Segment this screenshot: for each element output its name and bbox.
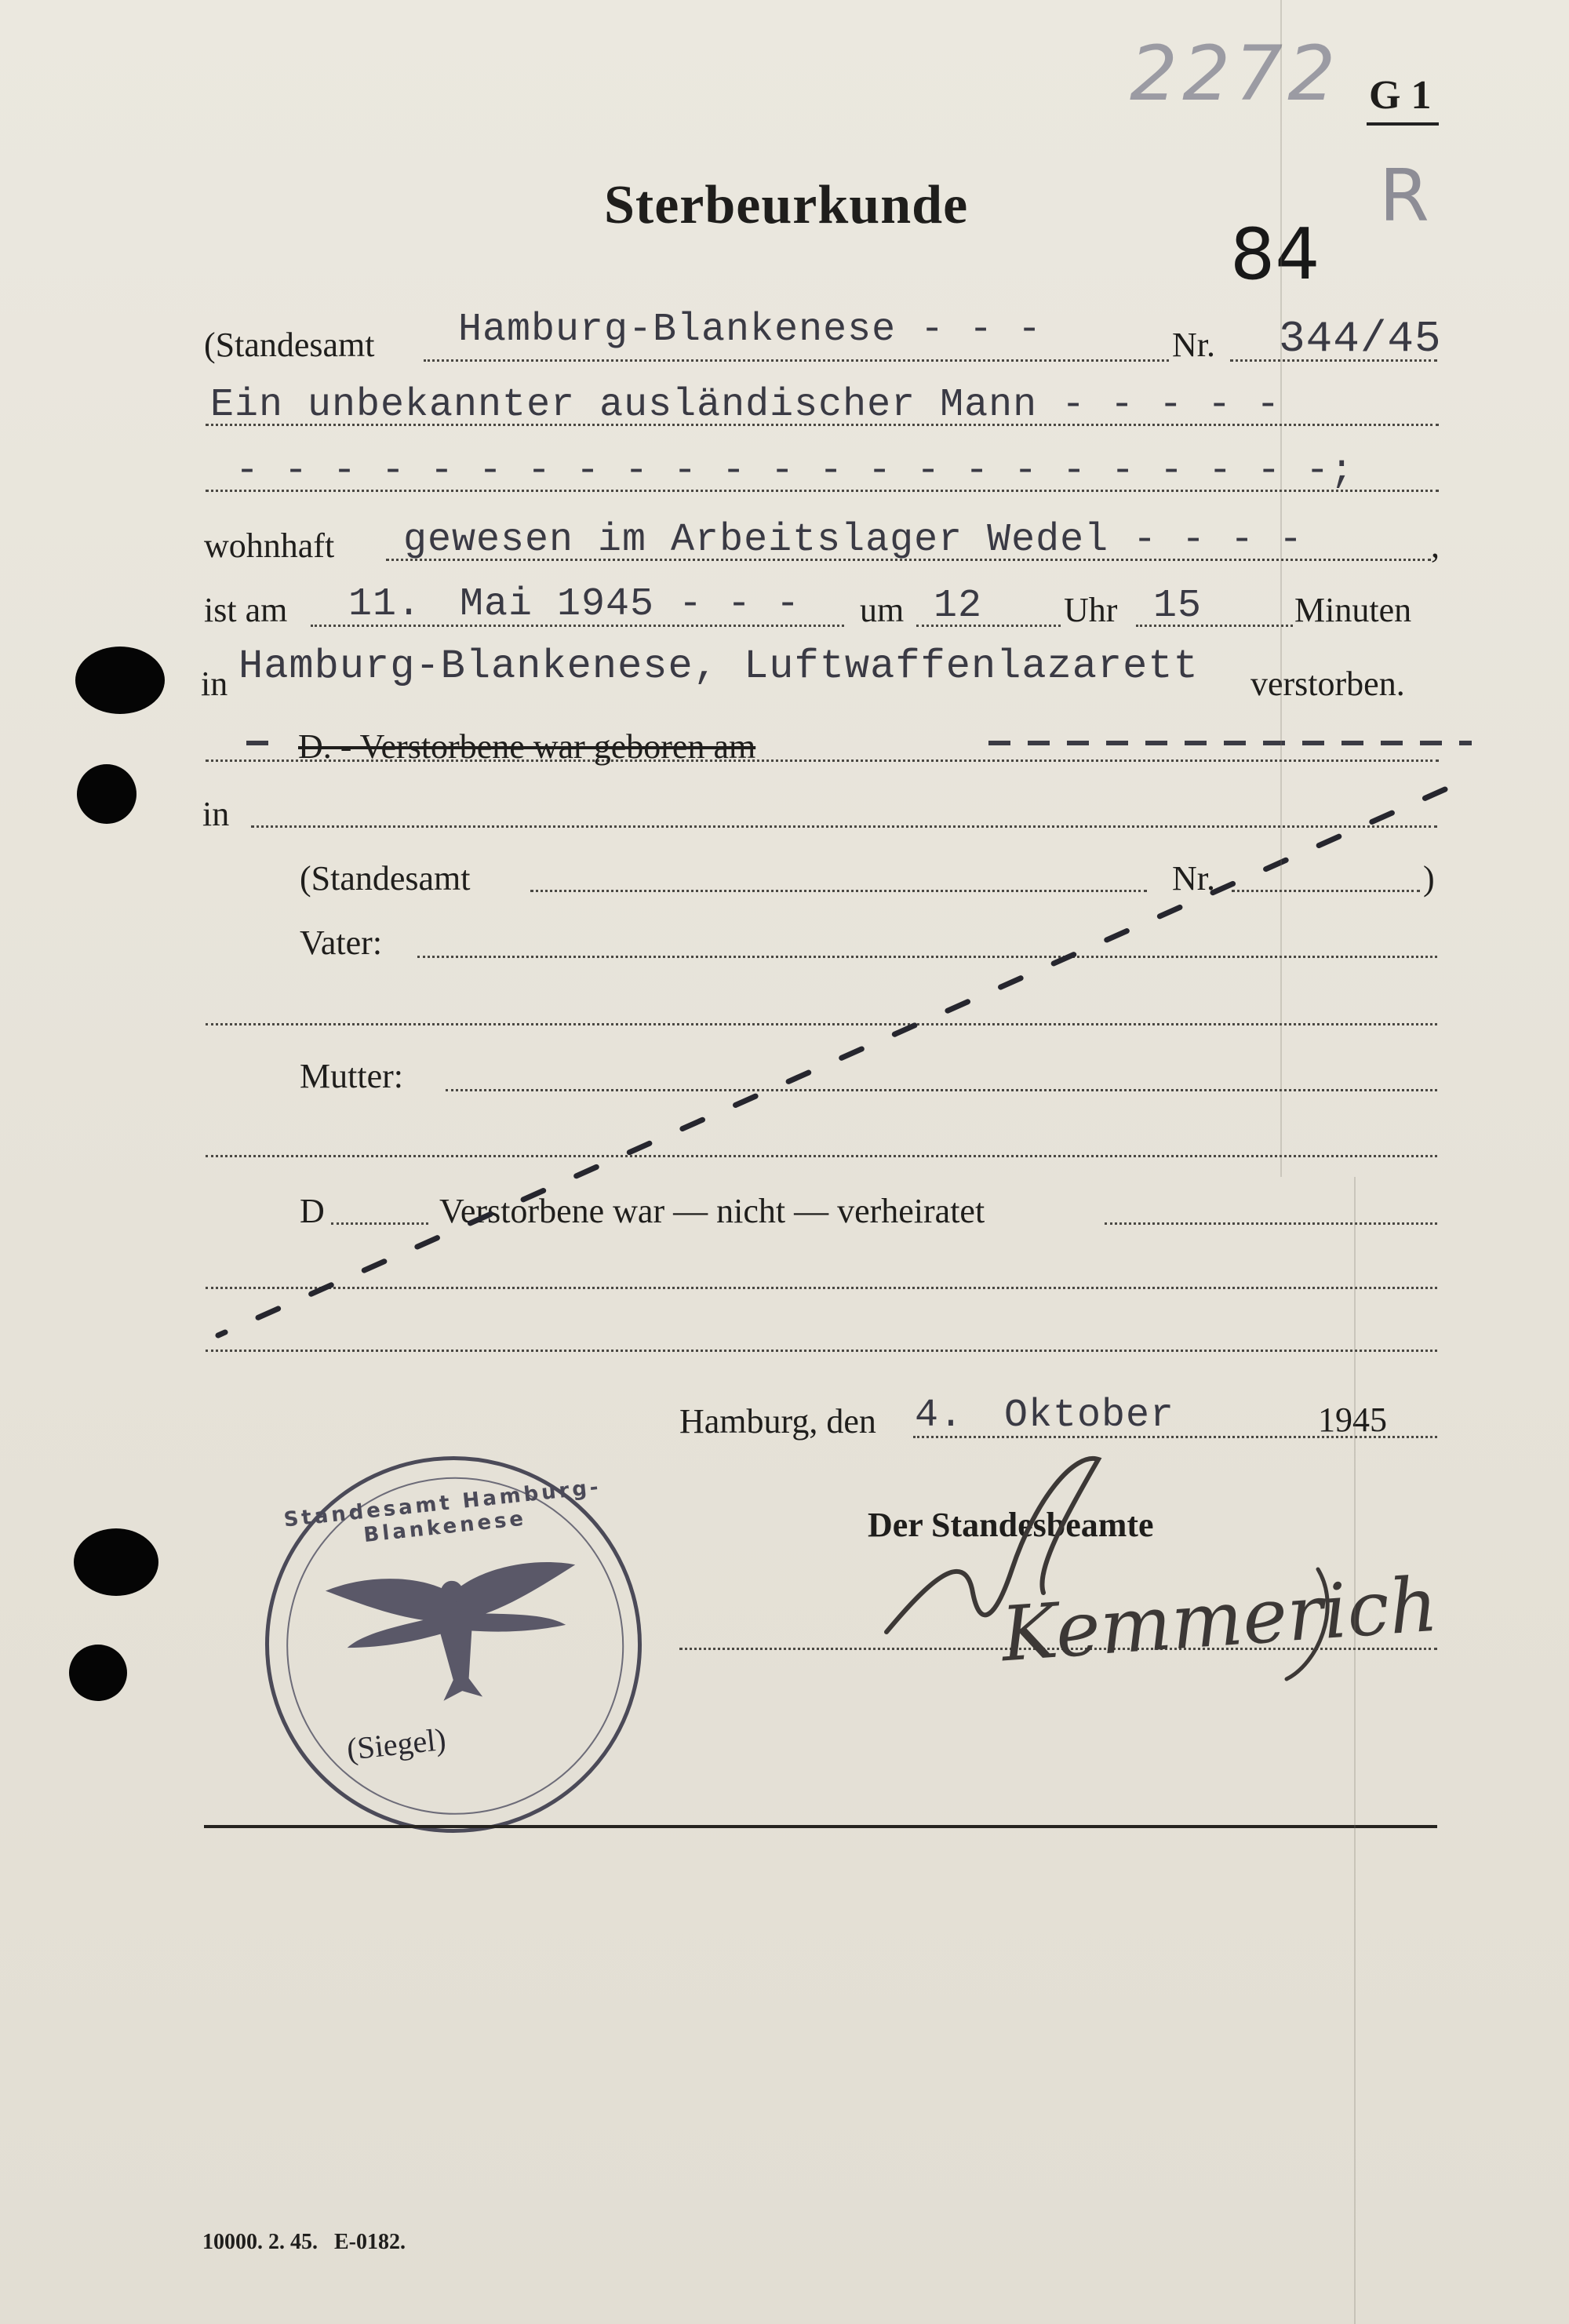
footer-print-code: 10000. 2. 45. E-0182.: [202, 2230, 406, 2254]
cancellation-diagonal: [204, 777, 1459, 1357]
place-prefix: in: [201, 665, 228, 703]
signature-strokes: [879, 1428, 1428, 1687]
punch-hole-3: [74, 1528, 158, 1596]
verstorben-label: verstorben.: [1250, 665, 1405, 703]
punch-hole-4: [69, 1645, 127, 1701]
official-seal: [246, 1437, 661, 1852]
date-label: ist am: [204, 591, 288, 629]
struck-birth-text: D. - Verstorbene war geboren am: [298, 727, 756, 766]
death-month-year: Mai 1945 - - -: [460, 582, 801, 627]
uhr-label: Uhr: [1064, 591, 1118, 629]
deceased-name: Ein unbekannter ausländischer Mann - - - - -: [210, 383, 1281, 428]
pencil-mark: R: [1379, 154, 1429, 238]
official-label: Der Standesbeamte: [868, 1506, 1154, 1544]
strike-dashes: [246, 741, 286, 745]
handwritten-signature: Kemmerich: [998, 1560, 1441, 1679]
punch-hole-2: [77, 764, 137, 824]
issue-year: 1945: [1318, 1401, 1387, 1439]
time-um-label: um: [860, 591, 905, 629]
birth-close-paren: ): [1423, 859, 1435, 898]
seal-ring-text: Standesamt Hamburg-Blankenese: [282, 1475, 603, 1548]
pencil-number: 2272: [1130, 30, 1341, 118]
death-minute: 15: [1153, 584, 1203, 628]
vater-label: Vater:: [300, 923, 383, 962]
marital-prefix: D: [300, 1192, 325, 1230]
fold-line: [1354, 1177, 1356, 2324]
residence-label: wohnhaft: [204, 526, 335, 565]
seal-label: (Siegel): [344, 1721, 448, 1767]
birth-nr-label: Nr.: [1172, 859, 1215, 898]
punch-hole-1: [75, 647, 165, 714]
form-code-underline: [1367, 122, 1439, 126]
fold-line: [1280, 0, 1282, 1177]
registry-label: (Standesamt: [204, 326, 375, 364]
closing-rule: [204, 1825, 1437, 1828]
minuten-label: Minuten: [1294, 591, 1412, 629]
residence-end: ,: [1431, 526, 1440, 565]
place-of-death: Hamburg-Blankenese, Luftwaffenlazarett: [238, 643, 1199, 690]
strike-dashes: [988, 741, 1472, 745]
stamped-number: 84: [1230, 213, 1320, 296]
birth-standesamt-label: (Standesamt: [300, 859, 471, 898]
death-day: 11.: [348, 582, 422, 627]
issue-month: Oktober: [1004, 1393, 1175, 1438]
death-hour: 12: [934, 584, 983, 628]
document-title: Sterbeurkunde: [604, 175, 969, 235]
registry-value: Hamburg-Blankenese - - -: [458, 308, 1043, 352]
registry-nr-label: Nr.: [1172, 326, 1215, 364]
marital-text: Verstorbene war — nicht — verheiratet: [439, 1192, 985, 1230]
form-code: G 1: [1369, 73, 1432, 118]
eagle-icon: [324, 1549, 589, 1723]
birth-in-label: in: [202, 795, 230, 833]
deceased-name-continuation: - - - - - - - - - - - - - - - - - - - - - - -;: [235, 449, 1355, 494]
mutter-label: Mutter:: [300, 1057, 403, 1095]
residence-value: gewesen im Arbeitslager Wedel - - - -: [403, 518, 1304, 563]
registry-nr-value: 344/45: [1279, 314, 1442, 364]
issue-place-label: Hamburg, den: [679, 1402, 876, 1441]
issue-day: 4.: [915, 1393, 964, 1438]
